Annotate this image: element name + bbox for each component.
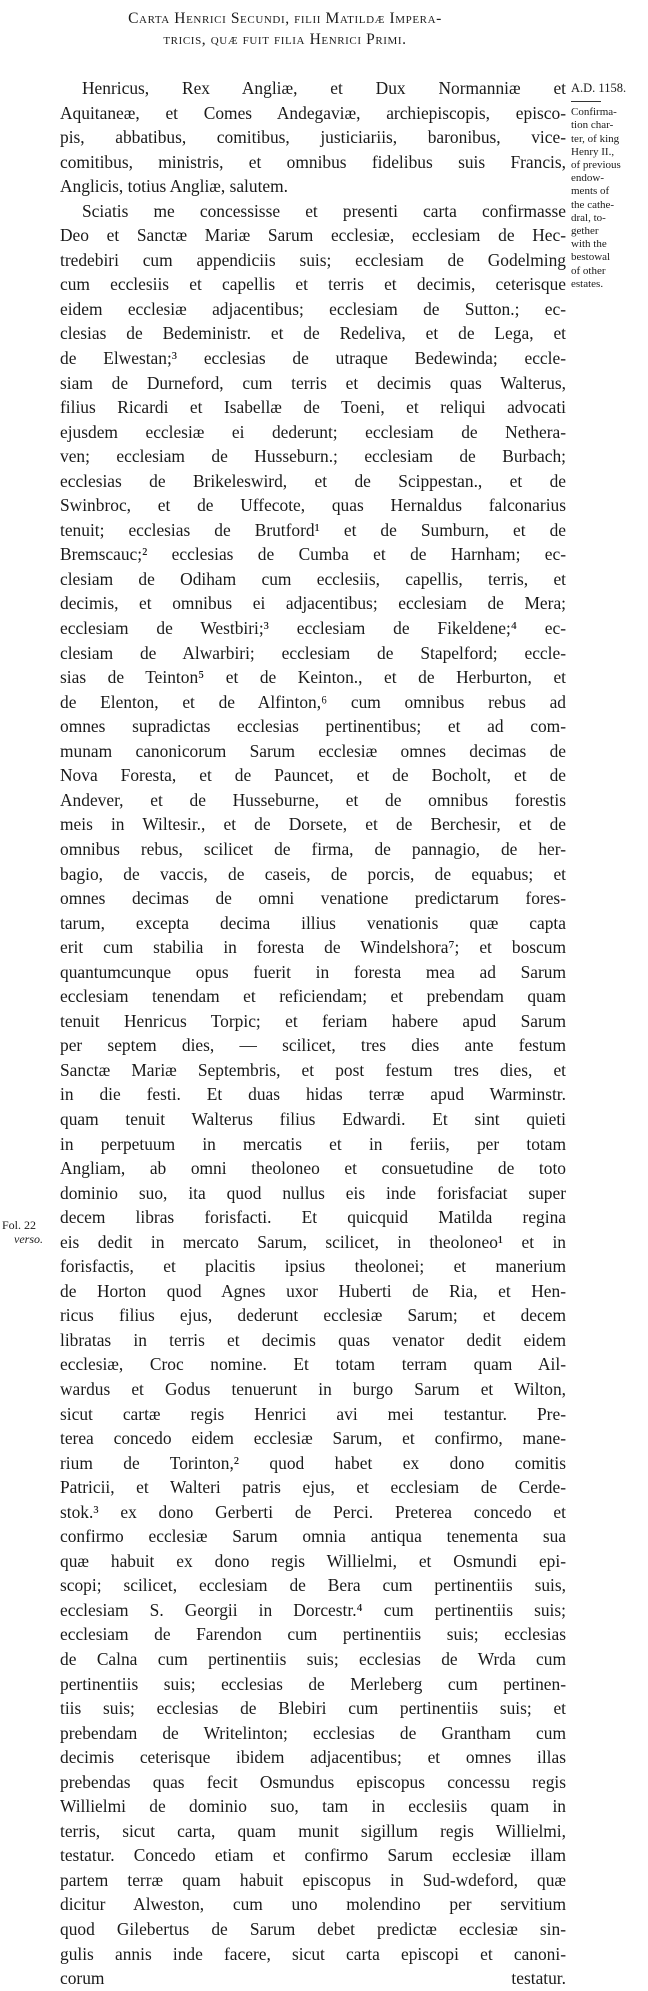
- text-line: decimis, et omnibus ei adjacentibus; ecclesiam de Mera;: [60, 593, 566, 614]
- text-line: gulis annis inde facere, sicut carta episcopi et canoni-: [60, 1943, 566, 1964]
- margin-note-line: ter, of king: [571, 132, 620, 145]
- text-line: scopi; scilicet, ecclesiam de Bera cum pertinentiis suis,: [60, 1575, 566, 1596]
- text-line: clesiam de Alwarbiri; ecclesiam de Stapelford; eccle-: [60, 642, 566, 663]
- text-line: ven; ecclesiam de Husseburn.; ecclesiam de Burbach;: [60, 446, 566, 467]
- text-line: de Elenton, et de Alfinton,⁶ cum omnibus rebus ad: [60, 691, 566, 712]
- text-line: prebendam de Writelinton; ecclesias de Grantham cum: [60, 1722, 566, 1743]
- margin-note-line: Henry II.,: [571, 145, 615, 158]
- text-line: ecclesiæ, Croc nomine. Et totam terram quam Ail-: [60, 1354, 566, 1375]
- text-line: Bremscauc;² ecclesias de Cumba et de Harnham; ec-: [60, 544, 566, 565]
- text-line: cum ecclesiis et capellis et terris et decimis, ceterisque: [60, 274, 566, 295]
- text-line: tenuit; ecclesias de Brutford¹ et de Sumburn, et de: [60, 519, 566, 540]
- text-line: clesiam de Odiham cum ecclesiis, capellis, terris, et: [60, 568, 566, 589]
- text-line: Swinbroc, et de Uffecote, quas Hernaldus falconarius: [60, 495, 566, 516]
- text-line: Henricus, Rex Angliæ, et Dux Normanniæ et: [82, 78, 566, 98]
- margin-date: A.D. 1158.: [571, 81, 627, 95]
- text-line: erit cum stabilia in foresta de Windelshora⁷; et boscum: [60, 937, 566, 958]
- text-line: corum testatur.: [60, 1968, 566, 1989]
- text-line: in perpetuum in mercatis et in feriis, per totam: [60, 1133, 566, 1154]
- text-line: tiis suis; ecclesias de Blebiri cum pertinentiis suis; et: [60, 1698, 566, 1719]
- text-line: Sanctæ Mariæ Septembris, et post festum tres dies, et: [60, 1059, 566, 1080]
- text-line: stok.³ ex dono Gerberti de Perci. Preterea concedo et: [60, 1501, 566, 1522]
- text-line: eis dedit in mercato Sarum, scilicet, in theoloneo¹ et in: [60, 1231, 566, 1252]
- text-line: quod Gilebertus de Sarum debet predictæ ecclesiæ sin-: [60, 1919, 566, 1940]
- text-line: eidem ecclesiæ adjacentibus; ecclesiam de Sutton.; ec-: [60, 298, 566, 319]
- text-line: Willielmi de dominio suo, tam in ecclesiis quam in: [60, 1796, 566, 1817]
- text-line: Anglicis, totius Angliæ, salutem.: [60, 176, 289, 197]
- margin-note-line: with the: [571, 238, 607, 251]
- text-line: tredebiri cum appendiciis suis; ecclesiam de Godelming: [60, 249, 566, 270]
- text-line: omnes decimas de omni venatione predictarum fores-: [60, 888, 566, 909]
- margin-note-line: of previous: [571, 159, 621, 172]
- margin-note-line: bestowal: [571, 251, 611, 264]
- text-line: sias de Teinton⁵ et de Keinton., et de Herburton, et: [60, 667, 566, 688]
- text-line: meis in Wiltesir., et de Dorsete, et de Berchesir, et de: [60, 814, 566, 835]
- text-line: rium de Torinton,² quod habet ex dono comitis: [60, 1452, 566, 1473]
- text-line: per septem dies, — scilicet, tres dies ante festum: [60, 1035, 566, 1056]
- text-line: clesias de Bedeministr. et de Redeliva, et de Lega, et: [60, 323, 566, 344]
- heading-line-1: Carta Henrici Secundi, filii Matildæ Impera-: [128, 10, 442, 27]
- text-line: tenuit Henricus Torpic; et feriam habere apud Sarum: [60, 1010, 566, 1031]
- text-line: Patricii, et Walteri patris ejus, et ecclesiam de Cerde-: [60, 1477, 566, 1498]
- text-line: siam de Durneford, cum terris et decimis quas Walterus,: [60, 372, 566, 393]
- margin-note-line: endow-: [571, 172, 604, 185]
- margin-rule: [571, 101, 601, 102]
- margin-note-line: dral, to-: [571, 211, 606, 224]
- text-line: quam tenuit Walterus filius Edwardi. Et sint quieti: [60, 1108, 566, 1129]
- folio-number: Fol. 22: [2, 1218, 37, 1232]
- text-line: prebendas quas fecit Osmundus episcopus concessu regis: [60, 1771, 566, 1792]
- text-line: libratas in terris et decimis quas venator dedit eidem: [60, 1329, 566, 1350]
- text-line: omnibus rebus, scilicet de firma, de pannagio, de her-: [60, 838, 566, 859]
- text-line: ricus filius ejus, dederunt ecclesiæ Sarum; et decem: [60, 1305, 566, 1326]
- text-line: filius Ricardi et Isabellæ de Toeni, et reliqui advocati: [60, 397, 566, 418]
- margin-note-line: ments of: [571, 185, 610, 198]
- text-line: dominio suo, ita quod nullus eis inde forisfaciat super: [60, 1182, 566, 1203]
- text-line: omnes supradictas ecclesias pertinentibus; et ad com-: [60, 716, 566, 737]
- folio-side: verso.: [14, 1232, 43, 1246]
- text-line: quantumcunque opus fuerit in foresta mea ad Sarum: [60, 961, 566, 982]
- text-line: terea concedo eidem ecclesiæ Sarum, et confirmo, mane-: [60, 1428, 566, 1449]
- text-line: terris, sicut carta, quam munit sigillum regis Willielmi,: [60, 1820, 566, 1841]
- margin-note: [571, 82, 645, 291]
- text-line: de Calna cum pertinentiis suis; ecclesias de Wrda cum: [60, 1649, 566, 1669]
- text-line: ecclesiam tenendam et reficiendam; et prebendam quam: [60, 986, 566, 1007]
- text-line: ejusdem ecclesiæ ei dederunt; ecclesiam de Nethera-: [60, 421, 566, 442]
- text-line: dicitur Alweston, cum uno molendino per servitium: [60, 1894, 566, 1915]
- text-line: Deo et Sanctæ Mariæ Sarum ecclesiæ, ecclesiam de Hec-: [60, 225, 566, 246]
- margin-note-line: gether: [571, 225, 599, 238]
- text-line: confirmo ecclesiæ Sarum omnia antiqua tenementa sua: [60, 1526, 566, 1547]
- charter-text: [60, 76, 566, 1991]
- text-line: ecclesias de Brikeleswird, et de Scippestan., et de: [60, 470, 566, 491]
- text-line: Nova Foresta, et de Pauncet, et de Bocholt, et de: [60, 765, 566, 786]
- text-line: partem terræ quam habuit episcopus in Sud-wdeford, quæ: [60, 1869, 566, 1890]
- text-line: decem libras forisfacti. Et quicquid Matilda regina: [60, 1207, 566, 1228]
- text-line: forisfactis, et placitis ipsius theolonei; et manerium: [60, 1256, 566, 1277]
- text-line: ecclesiam de Westbiri;³ ecclesiam de Fikeldene;⁴ ec-: [60, 618, 566, 639]
- text-line: ecclesiam S. Georgii in Dorcestr.⁴ cum pertinentiis suis;: [60, 1599, 566, 1620]
- text-line: munam canonicorum Sarum ecclesiæ omnes decimas de: [60, 740, 566, 761]
- text-line: bagio, de vaccis, de caseis, de porcis, de equabus; et: [60, 863, 566, 884]
- text-line: quæ habuit ex dono regis Willielmi, et Osmundi epi-: [60, 1550, 566, 1571]
- text-line: pis, abbatibus, comitibus, justiciariis, baronibus, vice-: [60, 127, 566, 148]
- text-line: in die festi. Et duas hidas terræ apud Warminstr.: [60, 1084, 566, 1105]
- text-line: sicut cartæ regis Henrici avi mei testantur. Pre-: [60, 1403, 566, 1424]
- margin-note-line: estates.: [571, 277, 604, 290]
- text-line: Angliam, ab omni theoloneo et consuetudine de toto: [60, 1158, 566, 1179]
- margin-note-line: the cathe-: [571, 198, 615, 211]
- text-line: de Horton quod Agnes uxor Huberti de Ria, et Hen-: [60, 1280, 566, 1301]
- text-line: Andever, et de Husseburne, et de omnibus forestis: [60, 789, 566, 810]
- text-line: ecclesiam de Farendon cum pertinentiis suis; ecclesias: [60, 1624, 566, 1645]
- text-line: comitibus, ministris, et omnibus fidelibus suis Francis,: [60, 151, 566, 172]
- text-line: de Elwestan;³ ecclesias de utraque Bedewinda; eccle-: [60, 348, 566, 369]
- text-line: pertinentiis suis; ecclesias de Merleberg cum pertinen-: [60, 1673, 566, 1694]
- text-line: wardus et Godus tenuerunt in burgo Sarum et Wilton,: [60, 1378, 566, 1399]
- margin-note-line: of other: [571, 264, 606, 277]
- text-line: Aquitaneæ, et Comes Andegaviæ, archiepiscopis, episco-: [60, 102, 566, 123]
- text-line: Sciatis me concessisse et presenti carta confirmasse: [82, 200, 566, 221]
- margin-note-line: Confirma-: [571, 106, 617, 119]
- folio-reference: [2, 1218, 54, 1246]
- charter-heading: [60, 8, 510, 50]
- text-line: testatur. Concedo etiam et confirmo Sarum ecclesiæ illam: [60, 1845, 566, 1866]
- margin-note-line: tion char-: [571, 119, 614, 132]
- heading-line-2: tricis, quæ fuit filia Henrici Primi.: [163, 31, 407, 48]
- text-line: decimis ceterisque ibidem adjacentibus; et omnes illas: [60, 1747, 566, 1768]
- text-line: tarum, excepta decima illius venationis quæ capta: [60, 912, 566, 933]
